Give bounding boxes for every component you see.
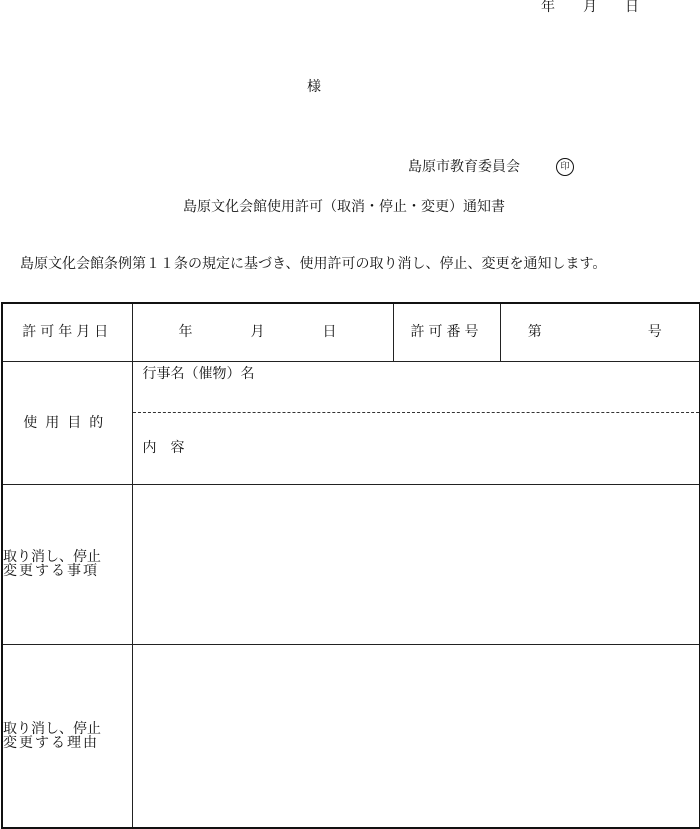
reason-field[interactable] <box>132 644 700 828</box>
permit-date-value[interactable] <box>132 303 393 361</box>
permit-number-value[interactable] <box>500 303 700 361</box>
reason-label-line1: 取り消し、停止 <box>3 720 101 737</box>
purpose-row <box>2 361 700 484</box>
changes-field[interactable] <box>132 484 700 644</box>
purpose-label <box>2 361 132 484</box>
event-name-label: 行事名（催物）名 <box>142 365 255 382</box>
changes-row <box>2 484 700 644</box>
date-line: 年 月 日 <box>541 0 639 15</box>
issuer-name: 島原市教育委員会 <box>408 159 520 175</box>
content-label: 内 容 <box>142 439 185 456</box>
changes-label-line1: 取り消し、停止 <box>3 549 101 565</box>
permit-row <box>2 303 700 361</box>
permit-number-label: 許可番号 <box>393 303 500 361</box>
permit-date-label: 許可年月日 <box>2 303 132 361</box>
permit-date-text: 年 月 日 <box>178 324 347 341</box>
reason-row <box>2 644 700 828</box>
reason-label <box>2 644 132 828</box>
changes-label <box>2 484 132 644</box>
seal-mark: 印 <box>556 158 574 176</box>
purpose-label-text: 使用目的 <box>23 414 112 431</box>
changes-label-line2: 変更する事項 <box>3 563 99 579</box>
permit-number-text: 第 号 <box>527 324 672 341</box>
document-title: 島原文化会館使用許可（取消・停止・変更）通知書 <box>183 199 505 215</box>
purpose-field[interactable] <box>132 361 700 484</box>
body-text: 島原文化会館条例第１１条の規定に基づき、使用許可の取り消し、停止、変更を通知します。 <box>20 256 607 272</box>
permit-form-table <box>1 302 700 829</box>
reason-label-line2: 変更する理由 <box>3 734 99 751</box>
addressee-suffix: 様 <box>307 79 321 95</box>
